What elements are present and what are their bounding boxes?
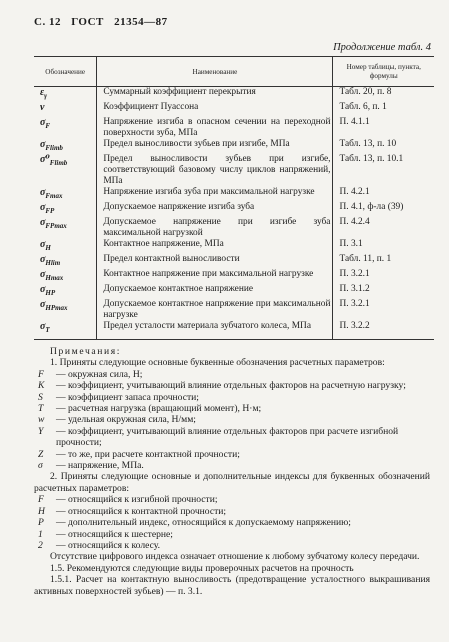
table-row xyxy=(34,284,434,299)
list-item-text: — относящийся к контактной прочности; xyxy=(56,505,227,517)
reference-cell: П. 4.1.1 xyxy=(339,117,370,127)
symbol-subscript: T xyxy=(45,326,50,334)
list-item xyxy=(34,414,430,425)
name-cell: Предел выносливости зубьев при изгибе, МПа xyxy=(97,139,333,154)
list-item xyxy=(34,392,430,403)
list-item-key: 1 xyxy=(38,528,43,540)
table-row xyxy=(34,217,434,239)
list-item xyxy=(34,369,430,380)
table-header-row xyxy=(34,57,434,87)
table-row xyxy=(34,239,434,254)
reference-cell: П. 3.1.2 xyxy=(339,284,370,294)
page-number: С. 12 xyxy=(34,16,61,28)
symbol-cell xyxy=(34,269,97,284)
reference-cell: П. 4.2.4 xyxy=(339,217,370,227)
symbol-cell xyxy=(34,187,97,202)
symbol-main: σ xyxy=(40,139,46,150)
letter-list xyxy=(34,369,430,472)
symbol-subscript: Hmax xyxy=(45,274,64,282)
list-item-text: — коэффициент, учитывающий влияние отдельных факторов на расчетную нагрузку; xyxy=(56,380,406,392)
table-row xyxy=(34,269,434,284)
name-cell: Суммарный коэффициент перекрытия xyxy=(97,87,333,103)
symbol-subscript: Fmax xyxy=(45,192,63,200)
symbol-subscript: Flimb xyxy=(45,144,63,152)
list-item xyxy=(34,403,430,414)
list-item xyxy=(34,449,430,460)
list-item-text: — расчетная нагрузка (вращающий момент), Н·м; xyxy=(56,403,262,415)
index-list xyxy=(34,494,430,551)
list-item xyxy=(34,529,430,540)
symbol-subscript: F xyxy=(45,122,51,130)
list-item-key: Z xyxy=(38,448,44,460)
standard-number: 21354—87 xyxy=(114,16,168,28)
symbol-cell xyxy=(34,299,97,321)
name-cell: Допускаемое напряжение при изгибе зуба максимальной нагрузкой xyxy=(97,217,333,239)
table-row xyxy=(34,321,434,340)
reference-cell: П. 3.2.1 xyxy=(339,269,370,279)
symbol-cell xyxy=(34,321,97,340)
symbol-main: σ xyxy=(40,187,46,198)
note-1: 1. Приняты следующие основные буквенные обозначения расчетных параметров: xyxy=(50,357,385,369)
reference-cell: П. 3.2.1 xyxy=(339,299,370,309)
symbol-cell xyxy=(34,254,97,269)
name-cell: Контактное напряжение, МПа xyxy=(97,239,333,254)
name-cell: Контактное напряжение при максимальной нагрузке xyxy=(97,269,333,284)
reference-cell: Табл. 13, п. 10.1 xyxy=(339,154,404,164)
name-cell: Предел выносливости зубьев при изгибе, соответствующий базовому числу циклов напряжений, МПа xyxy=(97,154,333,187)
name-cell: Предел усталости материала зубчатого колеса, МПа xyxy=(97,321,333,340)
reference-cell: П. 4.2.1 xyxy=(339,187,370,197)
list-item-text: — дополнительный индекс, относящийся к допускаемому напряжению; xyxy=(56,517,351,529)
symbol-main: σ xyxy=(40,117,46,128)
symbol-subscript: Flimb xyxy=(49,159,68,167)
list-item xyxy=(34,380,430,391)
list-item-text: — то же, при расчете контактной прочности; xyxy=(56,448,240,460)
list-item-key: Y xyxy=(38,425,44,437)
symbols-table xyxy=(34,56,434,340)
list-item xyxy=(34,540,430,551)
name-cell: Допускаемое контактное напряжение xyxy=(97,284,333,299)
symbol-cell xyxy=(34,87,97,103)
table-row xyxy=(34,139,434,154)
reference-cell: Табл. 11, п. 1 xyxy=(339,254,392,264)
list-item-key: F xyxy=(38,494,44,506)
table-row xyxy=(34,87,434,103)
name-cell: Допускаемое контактное напряжение при максимальной нагрузке xyxy=(97,299,333,321)
symbol-cell xyxy=(34,239,97,254)
list-item-text: — коэффициент, учитывающий влияние отдельных факторов при расчете изгибной прочности; xyxy=(56,425,399,449)
symbol-subscript: HPmax xyxy=(45,304,68,312)
section-1-5-1: 1.5.1. Расчет на контактную выносливость (предотвращение усталостного выкрашивания активных поверхностей зубьев) — п. 3.1. xyxy=(34,574,430,597)
name-cell: Допускаемое напряжение изгиба зуба xyxy=(97,202,333,217)
symbol-cell xyxy=(34,154,97,187)
symbol-subscript: FP xyxy=(45,207,55,215)
reference-cell: П. 3.1 xyxy=(339,239,363,249)
list-item-text: — коэффициент запаса прочности; xyxy=(56,391,199,403)
reference-cell: Табл. 20, п. 8 xyxy=(339,87,392,97)
list-item xyxy=(34,426,430,449)
symbol-subscript: HP xyxy=(45,289,56,297)
list-item-key: 2 xyxy=(38,539,43,551)
symbol-subscript: FPmax xyxy=(45,222,67,230)
name-cell: Коэффициент Пуассона xyxy=(97,102,333,117)
list-item-text: — относящийся к колесу. xyxy=(56,539,160,551)
notes-section xyxy=(34,346,430,597)
table-row xyxy=(34,187,434,202)
list-item-key: H xyxy=(38,505,45,517)
list-item-key: K xyxy=(38,380,45,392)
table-row xyxy=(34,117,434,139)
symbol-cell xyxy=(34,284,97,299)
table-row xyxy=(34,299,434,321)
symbol-subscript: γ xyxy=(44,92,48,100)
table-row xyxy=(34,202,434,217)
symbol-main: σ xyxy=(40,299,46,310)
symbol-cell xyxy=(34,217,97,239)
notes-title: Примечания: xyxy=(50,346,121,357)
symbol-cell xyxy=(34,117,97,139)
reference-cell: П. 3.2.2 xyxy=(333,321,434,340)
list-item-text: — удельная окружная сила, Н/мм; xyxy=(56,414,196,426)
symbol-main: σ xyxy=(40,202,46,213)
section-1-5: 1.5. Рекомендуются следующие виды проверочных расчетов на прочность xyxy=(50,562,354,574)
reference-cell: Табл. 6, п. 1 xyxy=(339,102,387,112)
reference-cell: П. 4.1, ф-ла (39) xyxy=(339,202,404,212)
table-continuation-label: Продолжение табл. 4 xyxy=(333,42,431,53)
list-item-text: — относящийся к изгибной прочности; xyxy=(56,494,218,506)
name-cell: Напряжение изгиба зуба при максимальной нагрузке xyxy=(97,187,333,202)
list-item-key: σ xyxy=(38,460,43,472)
column-header-reference: Номер таблицы, пункта, формулы xyxy=(333,57,434,87)
name-cell: Предел контактной выносливости xyxy=(97,254,333,269)
table-row xyxy=(34,102,434,117)
symbol-main: σ xyxy=(40,269,46,280)
list-item-text: — окружная сила, Н; xyxy=(56,368,143,380)
list-item-key: P xyxy=(38,517,44,529)
list-item-text: — относящийся к шестерне; xyxy=(56,528,173,540)
symbol-main: σ xyxy=(40,239,46,250)
list-item xyxy=(34,517,430,528)
symbol-main: σ xyxy=(40,217,46,228)
list-item xyxy=(34,494,430,505)
symbol-main: ε xyxy=(40,87,45,98)
name-cell: Напряжение изгиба в опасном сечении на переходной поверхности зуба, МПа xyxy=(97,117,333,139)
column-header-name: Наименование xyxy=(97,57,333,87)
symbol-main: ν xyxy=(40,102,45,113)
symbol-cell xyxy=(34,202,97,217)
list-item-key: w xyxy=(38,414,45,426)
list-item-key: S xyxy=(38,391,43,403)
note-2-continuation: Отсутствие цифрового индекса означает отношение к любому зубчатому колесу передачи. xyxy=(50,551,420,563)
list-item-text: — напряжение, МПа. xyxy=(56,460,144,472)
list-item-key: F xyxy=(38,368,44,380)
column-header-symbol: Обозначение xyxy=(34,57,97,87)
reference-cell: Табл. 13, п. 10 xyxy=(339,139,397,149)
table-row xyxy=(34,154,434,187)
symbol-subscript: Hlim xyxy=(45,259,61,267)
list-item xyxy=(34,506,430,517)
list-item-key: T xyxy=(38,403,44,415)
note-2: 2. Приняты следующие основные и дополнительные индексы для буквенных обозначений расчетных параметров: xyxy=(34,471,430,494)
symbol-cell xyxy=(34,139,97,154)
symbol-main: σ xyxy=(40,284,46,295)
page-header xyxy=(34,16,175,28)
standard-label: ГОСТ xyxy=(71,16,104,28)
symbol-main: σ xyxy=(40,254,46,265)
symbol-subscript: H xyxy=(45,244,51,252)
symbol-cell xyxy=(34,102,97,117)
symbol-main: σ⁰ xyxy=(40,154,50,165)
table-row xyxy=(34,254,434,269)
list-item xyxy=(34,460,430,471)
symbol-main: σ xyxy=(40,321,46,332)
